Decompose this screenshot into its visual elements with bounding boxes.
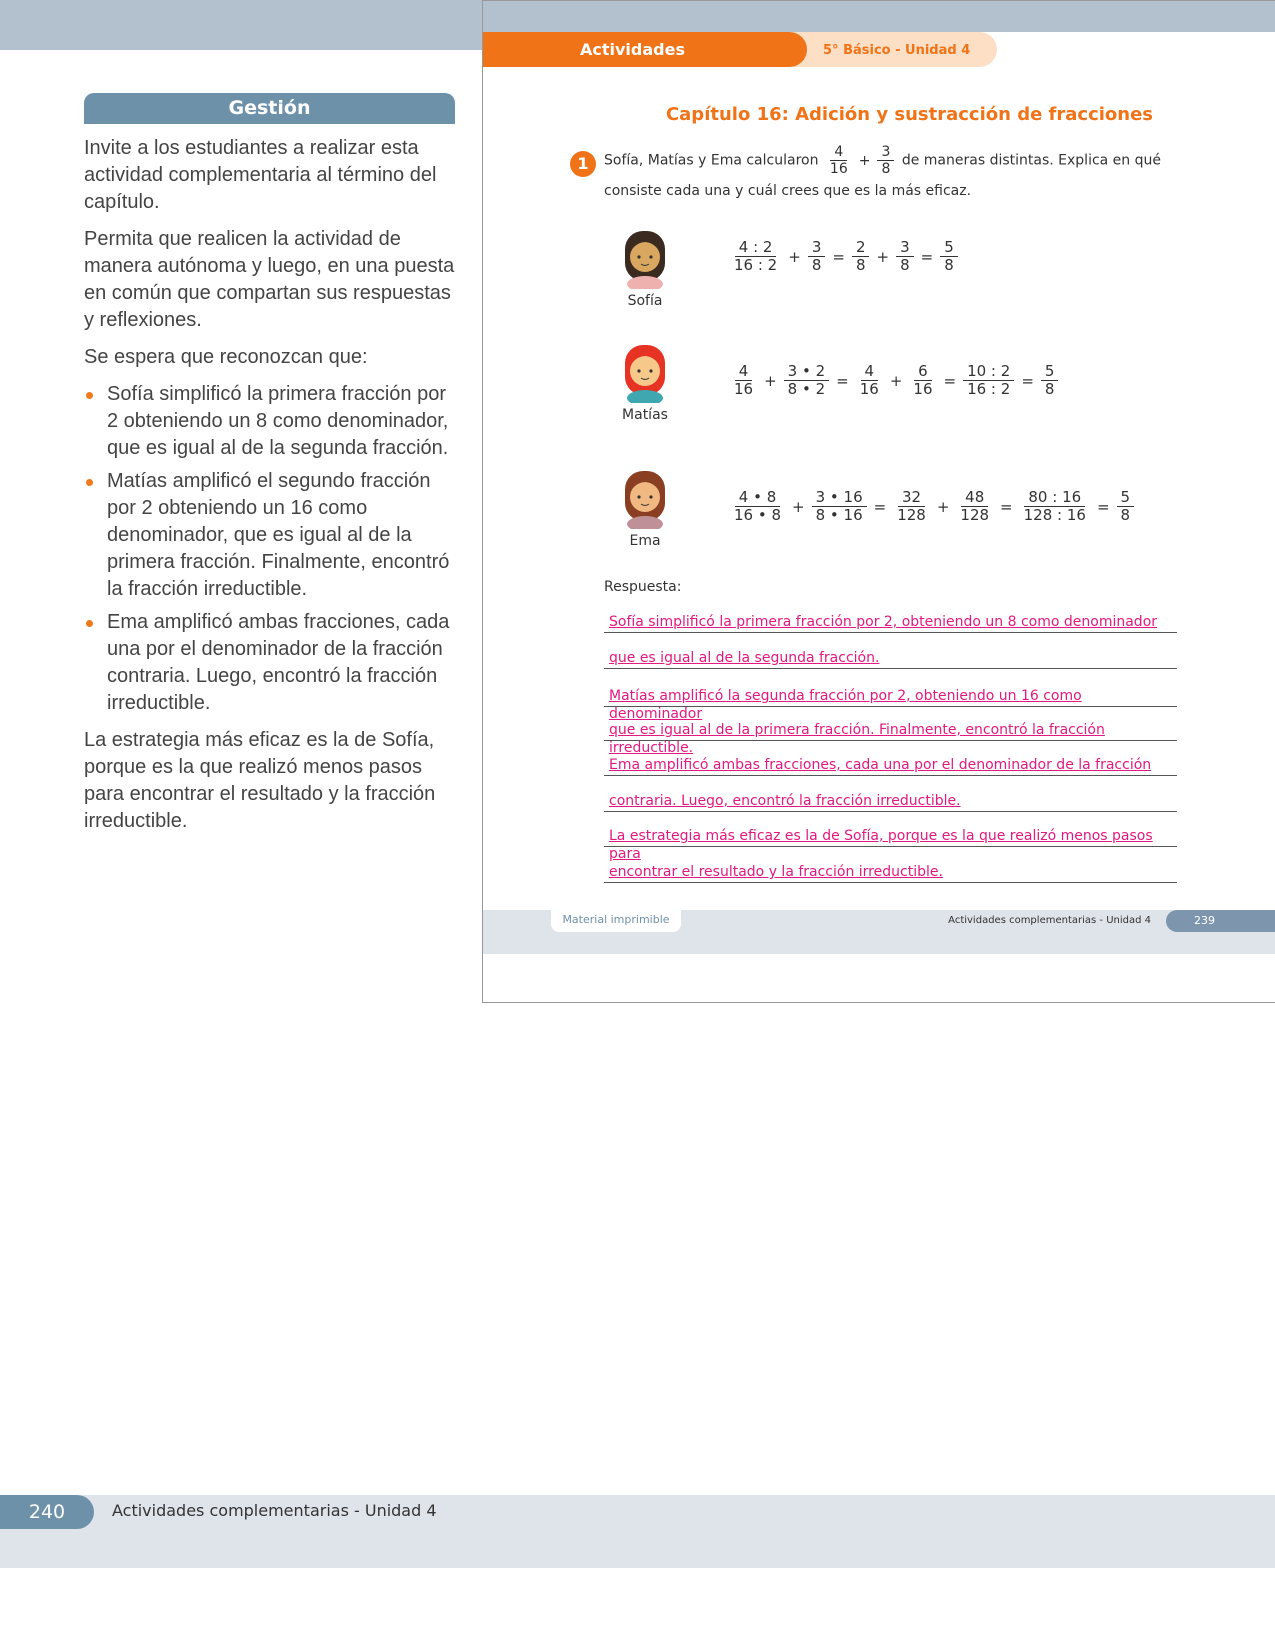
denominator: 8 <box>855 256 866 275</box>
numerator: 3 <box>877 144 894 161</box>
student-name: Ema <box>629 533 661 549</box>
level-tab: 5° Básico - Unidad 4 <box>783 32 997 67</box>
denominator: 8 <box>900 256 910 275</box>
denominator: 128 <box>897 506 926 525</box>
fraction <box>730 239 781 275</box>
fraction <box>1117 489 1135 525</box>
operator: + <box>788 247 801 266</box>
note-paragraph: La estrategia más eficaz es la de Sofía, porque es la que realizó menos pasos para encontrar el resultado y la fracción irreductible. <box>84 729 436 832</box>
note-paragraph: Se espera que reconozcan que: <box>84 346 368 368</box>
fraction <box>956 489 993 525</box>
top-band <box>0 0 482 50</box>
denominator: 8 <box>811 256 822 275</box>
answer-line: Ema amplificó ambas fracciones, cada una por el denominador de la fracción <box>604 756 1177 776</box>
denominator: 8 <box>1044 380 1055 399</box>
student-avatar <box>615 229 675 309</box>
answer-line: Matías amplificó la segunda fracción por 2, obteniendo un 16 como denominador <box>604 687 1177 707</box>
panel-footer-text: Actividades complementarias - Unidad 4 <box>948 915 1151 926</box>
numerator: 6 <box>914 363 932 381</box>
list-item: Ema amplificó ambas fracciones, cada una por el denominador de la fracción contraria. Luego, encontró la fracción irreductible. <box>84 609 459 717</box>
fraction <box>730 363 757 399</box>
operator: = <box>1021 371 1034 390</box>
numerator: 4 <box>735 363 753 381</box>
operator: = <box>920 247 934 266</box>
list-item: Sofía simplificó la primera fracción por 2 obteniendo un 8 como denominador, que es igual al de la segunda fracción. <box>84 381 459 462</box>
numerator: 5 <box>940 239 958 257</box>
fraction <box>909 363 936 399</box>
student-equation <box>727 239 961 275</box>
gestion-heading: Gestión <box>84 93 455 124</box>
printable-page-preview <box>482 0 1275 1003</box>
note-paragraph: Permita que realicen la actividad de manera autónoma y luego, en una puesta en común que compartan sus respuestas y reflexiones. <box>84 228 455 331</box>
denominator: 16 : 2 <box>734 256 778 275</box>
student-avatar <box>615 469 675 549</box>
numerator: 4 <box>830 144 847 161</box>
fraction <box>877 144 894 177</box>
numerator: 3 <box>808 239 826 257</box>
operator: = <box>836 371 849 390</box>
numerator: 2 <box>852 239 870 257</box>
operator: + <box>936 497 950 516</box>
answer-line: que es igual al de la primera fracción. Finalmente, encontró la fracción irreductible. <box>604 721 1177 741</box>
question-part: de maneras distintas. Explica en qué consiste cada una y cuál crees que es la más eficaz. <box>604 152 1161 200</box>
operator: + <box>876 247 890 266</box>
operator: = <box>943 371 957 390</box>
denominator: 8 • 2 <box>787 380 826 399</box>
section-tab: Actividades complementarias <box>483 32 807 67</box>
denominator: 16 : 2 <box>967 380 1011 399</box>
answer-line: que es igual al de la segunda fracción. <box>604 649 1177 669</box>
fraction <box>730 489 785 525</box>
denominator: 16 • 8 <box>734 506 782 525</box>
denominator: 8 <box>1120 506 1131 525</box>
student-name: Matías <box>622 407 668 423</box>
student-equation <box>727 489 1137 525</box>
student-name: Sofía <box>627 293 663 309</box>
fraction <box>1020 489 1090 525</box>
numerator: 4 <box>861 363 879 381</box>
denominator: 16 <box>829 161 848 178</box>
denominator: 8 <box>881 161 891 178</box>
question-number: 1 <box>570 151 596 177</box>
denominator: 8 <box>944 256 954 275</box>
list-item: Matías amplificó el segundo fracción por 2 obteniendo un 16 como denominador, que es igual al de la primera fracción. Finalmente, encontró la fracción irreductible. <box>84 468 459 603</box>
footer-text: Actividades complementarias - Unidad 4 <box>112 1501 437 1520</box>
numerator: 4 : 2 <box>735 239 777 257</box>
operator: + <box>889 371 903 390</box>
fraction <box>856 363 883 399</box>
teacher-notes <box>84 135 459 845</box>
fraction <box>963 363 1014 399</box>
numerator: 3 • 2 <box>784 363 829 381</box>
numerator: 3 • 16 <box>812 489 867 507</box>
numerator: 4 • 8 <box>735 489 780 507</box>
panel-page-number: 239 <box>1166 910 1275 932</box>
fraction <box>893 489 930 525</box>
denominator: 128 : 16 <box>1023 506 1086 525</box>
note-paragraph: Invite a los estudiantes a realizar esta actividad complementaria al término del capítulo. <box>84 137 437 213</box>
fraction <box>940 239 958 275</box>
student-equation <box>727 363 1061 399</box>
page-number: 240 <box>0 1495 94 1529</box>
denominator: 16 <box>859 380 879 399</box>
numerator: 3 <box>896 239 914 257</box>
denominator: 128 <box>960 506 990 525</box>
operator: + <box>792 497 805 516</box>
expectations-list <box>84 381 459 717</box>
answer-line: contraria. Luego, encontró la fracción irreductible. <box>604 792 1177 812</box>
fraction <box>896 239 914 275</box>
fraction <box>826 144 852 177</box>
numerator: 5 <box>1117 489 1135 507</box>
chapter-title: Capítulo 16: Adición y sustracción de fracciones <box>665 104 1154 125</box>
fraction <box>812 489 867 525</box>
printable-label: Material imprimible <box>551 910 681 932</box>
numerator: 10 : 2 <box>963 363 1014 381</box>
question-part: Sofía, Matías y Ema calcularon <box>604 152 819 169</box>
operator: + <box>858 152 871 169</box>
answer-line: La estrategia más eficaz es la de Sofía, porque es la que realizó menos pasos para <box>604 827 1177 847</box>
answer-line: encontrar el resultado y la fracción irreductible. <box>604 863 1177 883</box>
denominator: 8 • 16 <box>815 506 863 525</box>
denominator: 16 <box>734 380 754 399</box>
denominator: 16 <box>913 380 933 399</box>
numerator: 48 <box>961 489 988 507</box>
fraction <box>808 239 826 275</box>
fraction <box>852 239 870 275</box>
fraction <box>784 363 829 399</box>
operator: + <box>764 371 777 390</box>
child-face-icon <box>623 343 667 403</box>
answer-line: Sofía simplificó la primera fracción por 2, obteniendo un 8 como denominador <box>604 613 1177 633</box>
panel-top-band <box>483 1 1275 32</box>
child-face-icon <box>623 469 667 529</box>
answer-label: Respuesta: <box>604 579 682 595</box>
operator: = <box>1096 497 1110 516</box>
operator: = <box>832 247 845 266</box>
fraction <box>1041 363 1059 399</box>
numerator: 80 : 16 <box>1024 489 1085 507</box>
child-face-icon <box>623 229 667 289</box>
operator: = <box>873 497 887 516</box>
student-avatar <box>615 343 675 423</box>
numerator: 5 <box>1041 363 1059 381</box>
numerator: 32 <box>898 489 925 507</box>
question-text <box>604 144 1214 205</box>
operator: = <box>1000 497 1013 516</box>
